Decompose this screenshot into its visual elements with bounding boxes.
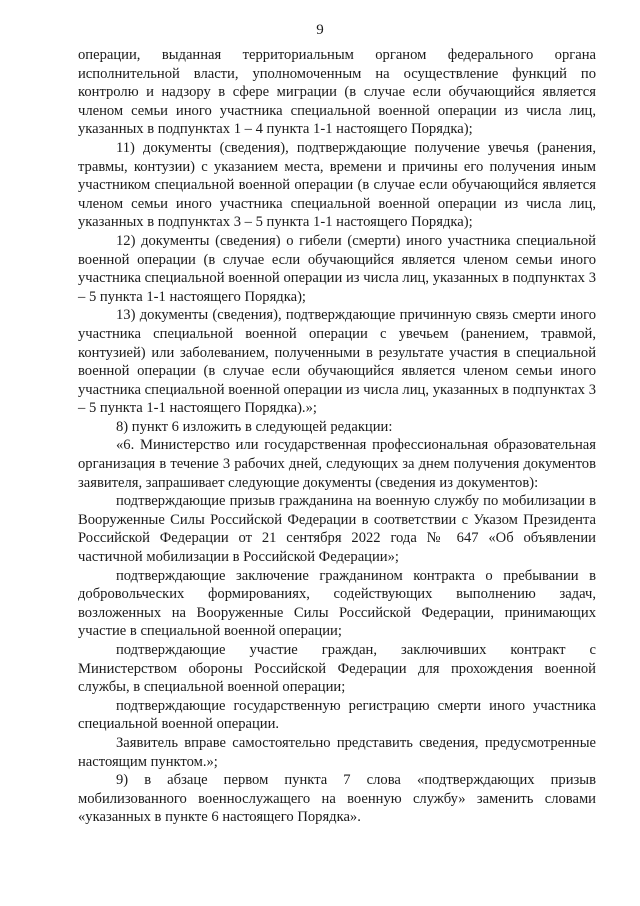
paragraph-mobilization: подтверждающие призыв гражданина на военную службу по мобилизации в Вооруженные Силы Российской Федерации в соответствии с Указом Президента Российской Федерации от 21 сентября 2022 года № 647 «Об объявлении частичной мобилизации в Российской Федерации»; [78,493,596,566]
paragraph-amendment-8: 8) пункт 6 изложить в следующей редакции: [116,418,393,435]
paragraph-item-13: 13) документы (сведения), подтверждающие причинную связь смерти иного участника специальной военной операции с увечьем (ранением, травмой, контузией) или заболеванием, полученными в результате участия в специальной военной операции (в случае если обучающийся является членом семьи иного участника специальной военной операции из числа лиц, указанных в подпунктах 3 – 5 пункта 1-1 настоящего Порядка).»; [78,307,596,417]
paragraph-applicant-right: Заявитель вправе самостоятельно представить сведения, предусмотренные настоящим пунктом.»; [78,734,596,770]
document-body [78,46,596,827]
paragraph-defense-contract: подтверждающие участие граждан, заключивших контракт с Министерством обороны Российской Федерации для прохождения военной службы, в специальной военной операции; [78,642,596,696]
paragraph-item-11: 11) документы (сведения), подтверждающие получение увечья (ранения, травмы, контузии) с указанием места, времени и причины его получения иным участником специальной военной операции (в случае если обучающийся является членом семьи иного участника специальной военной операции из числа лиц, указанных в подпунктах 3 – 5 пункта 1-1 настоящего Порядка); [78,139,596,231]
paragraph-death-registration: подтверждающие государственную регистрацию смерти иного участника специальной военной операции. [78,697,596,733]
page-number: 9 [316,22,324,38]
paragraph-amendment-9: 9) в абзаце первом пункта 7 слова «подтверждающих призыв мобилизованного военнослужащего на военную службу» заменить словами «указанных в пункте 6 настоящего Порядка». [78,772,596,826]
paragraph-continuation: операции, выданная территориальным органом федерального органа исполнительной власти, уполномоченным на осуществление функций по контролю и надзору в сфере миграции (в случае если обучающийся является членом семьи иного участника специальной военной операции из числа лиц, указанных в подпунктах 1 – 4 пункта 1-1 настоящего Порядка); [78,47,596,138]
paragraph-volunteer-contract: подтверждающие заключение гражданином контракта о пребывании в добровольческих формированиях, содействующих выполнению задач, возложенных на Вооруженные Силы Российской Федерации, принимающих участие в специальной военной операции; [78,567,596,640]
paragraph-item-12: 12) документы (сведения) о гибели (смерти) иного участника специальной военной операции (в случае если обучающийся является членом семьи иного участника специальной военной операции из числа лиц, указанных в подпунктах 3 – 5 пункта 1-1 настоящего Порядка); [78,232,596,305]
paragraph-point-6: «6. Министерство или государственная профессиональная образовательная организация в течение 3 рабочих дней, следующих за днем получения документов заявителя, запрашивает следующие документы (сведения из документов): [78,437,596,491]
